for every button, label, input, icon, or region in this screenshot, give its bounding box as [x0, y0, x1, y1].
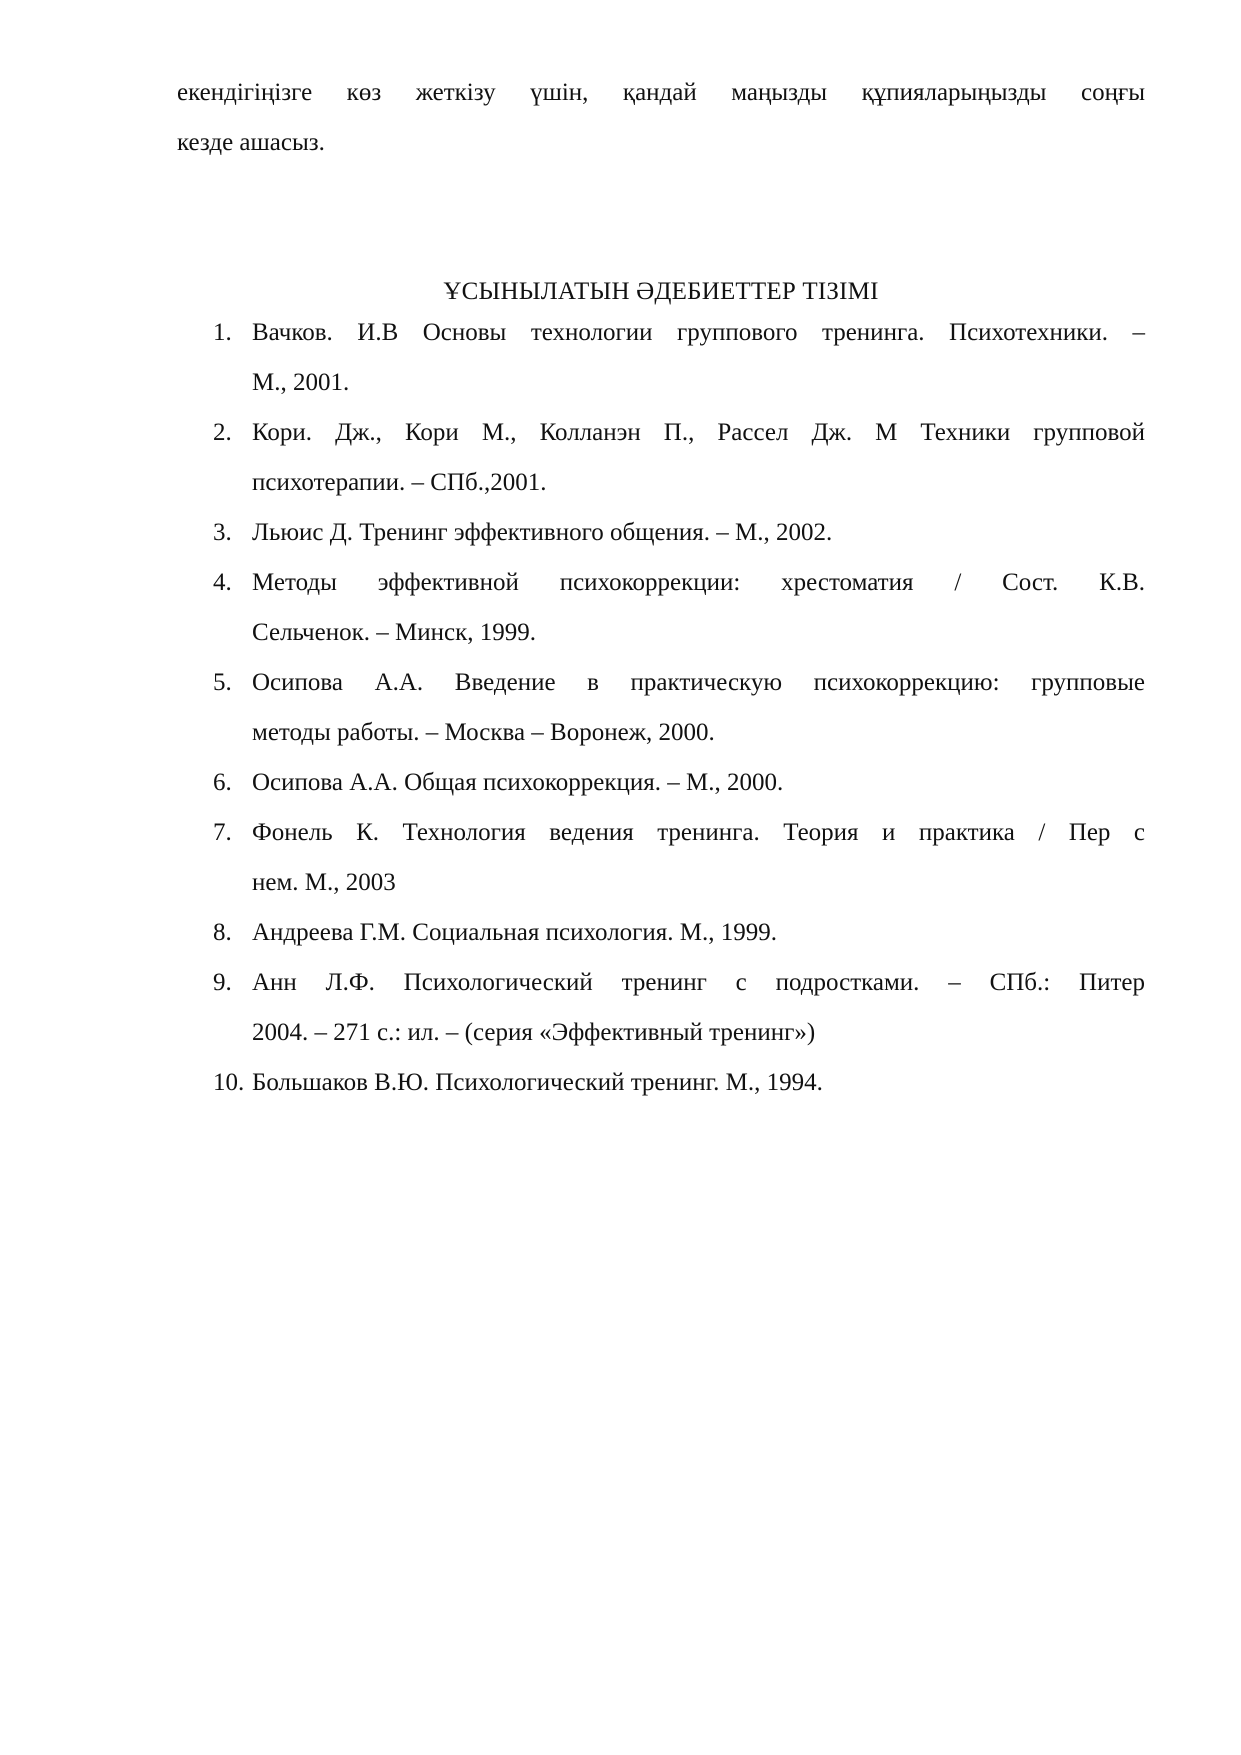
reference-line: Сельченок. – Минск, 1999.: [252, 619, 536, 646]
reference-number: 1.: [213, 319, 232, 346]
references-list: [177, 308, 1145, 1108]
reference-number: 2.: [213, 419, 232, 446]
reference-item: [177, 808, 1145, 908]
reference-number: 5.: [213, 669, 232, 696]
intro-line: кезде ашасыз.: [177, 129, 325, 156]
reference-line: Вачков. И.В Основы технологии группового тренинга. Психотехники. –: [252, 319, 1145, 346]
reference-item: [177, 408, 1145, 508]
reference-item: [177, 308, 1145, 408]
reference-item: [177, 558, 1145, 658]
reference-line: Кори. Дж., Кори М., Колланэн П., Рассел Дж. М Техники групповой: [252, 419, 1145, 446]
reference-item: [177, 758, 1145, 808]
reference-number: 6.: [213, 769, 232, 796]
reference-line: Осипова А.А. Введение в практическую психокоррекцию: групповые: [252, 669, 1145, 696]
reference-number: 9.: [213, 969, 232, 996]
reference-number: 10.: [213, 1069, 245, 1096]
reference-number: 7.: [213, 819, 232, 846]
intro-line: екендігіңізге көз жеткізу үшін, қандай маңызды құпияларыңызды соңғы: [177, 79, 1145, 106]
reference-line: Анн Л.Ф. Психологический тренинг с подростками. – СПб.: Питер: [252, 969, 1145, 996]
reference-item: [177, 908, 1145, 958]
reference-line: Фонель К. Технология ведения тренинга. Теория и практика / Пер с: [252, 819, 1145, 846]
reference-line: Андреева Г.М. Социальная психология. М., 1999.: [252, 919, 778, 946]
reference-line: Льюис Д. Тренинг эффективного общения. – М., 2002.: [252, 519, 833, 546]
reference-number: 3.: [213, 519, 232, 546]
reference-line: Большаков В.Ю. Психологический тренинг. М., 1994.: [252, 1069, 823, 1096]
reference-item: [177, 658, 1145, 758]
reference-number: 8.: [213, 919, 232, 946]
reference-number: 4.: [213, 569, 232, 596]
reference-line: нем. М., 2003: [252, 869, 396, 896]
references-title: ҰСЫНЫЛАТЫН ӘДЕБИЕТТЕР ТІЗІМІ: [443, 278, 879, 305]
reference-line: Осипова А.А. Общая психокоррекция. – М., 2000.: [252, 769, 784, 796]
reference-item: [177, 1058, 1145, 1108]
reference-line: 2004. – 271 с.: ил. – (серия «Эффективный тренинг»): [252, 1019, 816, 1046]
reference-line: методы работы. – Москва – Воронеж, 2000.: [252, 719, 715, 746]
reference-line: психотерапии. – СПб.,2001.: [252, 469, 547, 496]
reference-line: Методы эффективной психокоррекции: хрестоматия / Сост. К.В.: [252, 569, 1145, 596]
intro-paragraph: [177, 68, 1145, 168]
reference-line: М., 2001.: [252, 369, 350, 396]
reference-item: [177, 958, 1145, 1058]
reference-item: [177, 508, 1145, 558]
